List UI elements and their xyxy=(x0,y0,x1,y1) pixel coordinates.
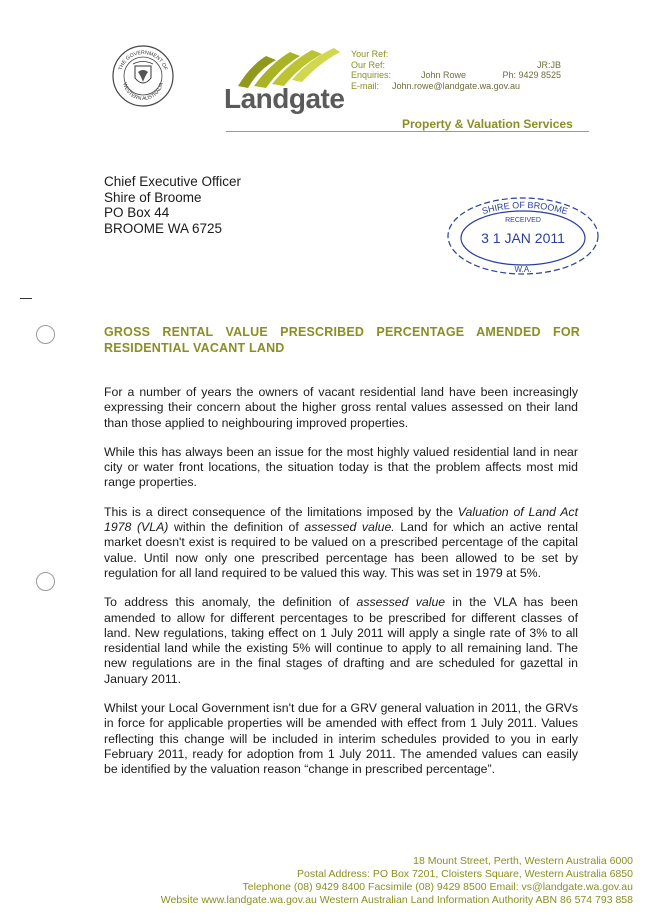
paragraph-text: To address this anomaly, the definition of xyxy=(104,595,357,610)
paragraph-text: Land for which an active rental market doesn't exist is required to be valued on a prescribed percentage of the capital value. Until now only one prescribed percentage has been allowed to be set by regulation for all land required to be valued this way. This was set in 1979 at 5%. xyxy=(104,520,578,580)
landgate-swoosh-logo xyxy=(236,46,342,88)
ref-row xyxy=(351,60,561,71)
italic-term: assessed value. xyxy=(304,520,395,535)
address-line: BROOME WA 6725 xyxy=(104,220,223,236)
stamp-state-text: W.A. xyxy=(514,265,532,274)
division-name: Property & Valuation Services xyxy=(402,117,573,131)
italic-term: Valuation of Land Act 1978 (VLA) xyxy=(104,504,579,535)
footer-line: Postal Address: PO Box 7201, Cloisters Square, Western Australia 6850 xyxy=(297,868,633,880)
ref-value xyxy=(421,60,491,71)
svg-text:THE GOVERNMENT OF: THE GOVERNMENT OF xyxy=(117,49,169,72)
address-line: Chief Executive Officer xyxy=(104,174,242,189)
footer-contact xyxy=(161,855,633,907)
stamp-received-text: RECEIVED xyxy=(505,217,541,224)
stamp-shire-text: SHIRE OF BROOME xyxy=(480,199,570,217)
ref-extra xyxy=(520,81,561,92)
reference-block xyxy=(351,49,561,91)
ref-row xyxy=(351,70,561,81)
paragraph-text: within the definition of xyxy=(168,520,305,535)
header-divider xyxy=(226,131,589,132)
ref-row xyxy=(351,81,561,92)
paragraph-text: in the VLA has been amended to allow for different percentages to be prescribed for different classes of land. New regulations, taking effect on 1 July 2011 will apply a single rate of 3% to all residential land while the existing 5% will continue to apply to all remaining land. The new regulations are in the final stages of drafting and are scheduled for gazettal in January 2011. xyxy=(104,595,578,686)
fold-mark xyxy=(20,298,32,299)
ref-row xyxy=(351,49,561,60)
received-stamp xyxy=(445,192,601,278)
paragraph-text: While this has always been an issue for the most highly valued residential land in near city or water front locations, the situation today is that the problem affects most mid range properties. xyxy=(104,444,578,490)
ref-value: John Rowe xyxy=(421,70,467,80)
brand-name: Landgate xyxy=(224,83,345,114)
hole-punch xyxy=(36,572,55,591)
ref-label: Our Ref: xyxy=(351,59,386,70)
ref-extra xyxy=(491,49,561,60)
ref-value xyxy=(421,49,491,60)
ref-label: Enquiries: xyxy=(351,70,392,80)
ref-extra: Ph: 9429 8525 xyxy=(502,70,561,80)
footer-line: Telephone (08) 9429 8400 Facsimile (08) 9429 8500 Email: vs@landgate.wa.gov.au xyxy=(242,881,633,893)
footer-line: 18 Mount Street, Perth, Western Australia 6000 xyxy=(413,855,633,867)
ref-email: John.rowe@landgate.wa.gov.au xyxy=(391,80,521,91)
svg-text:WESTERN AUSTRALIA: WESTERN AUSTRALIA xyxy=(121,82,165,103)
ref-label: Your Ref: xyxy=(351,49,389,59)
italic-term: assessed value xyxy=(356,595,446,610)
footer-line: Website www.landgate.wa.gov.au Western Australian Land Information Authority ABN 86 574 793 858 xyxy=(160,894,633,906)
paragraph-text: For a number of years the owners of vacant residential land have been increasingly expressing their concern about the higher gross rental values assessed on their land than those applied to neighbouring improved properties. xyxy=(104,385,578,430)
body-paragraph xyxy=(104,701,578,777)
body-paragraph xyxy=(104,505,578,581)
body-paragraph xyxy=(104,445,578,491)
paragraph-text: Whilst your Local Government isn't due for a GRV general valuation in 2011, the GRVs in force for applicable properties will be amended with effect from 1 July 2011. Values reflecting this change will be included in interim schedules provided to you in early February 2011, ready for adoption from 1 July 2011. The amended values can easily be identified by the valuation reason “change in prescribed percentage”. xyxy=(104,701,578,777)
stamp-date: 3 1 JAN 2011 xyxy=(481,230,565,246)
paragraph-text: This is a direct consequence of the limitations imposed by the xyxy=(104,504,458,519)
government-seal-logo xyxy=(111,44,175,108)
recipient-address xyxy=(104,174,241,236)
body-paragraph xyxy=(104,385,578,431)
ref-label: E-mail: xyxy=(351,80,380,91)
address-line: PO Box 44 xyxy=(104,205,170,220)
hole-punch xyxy=(36,325,55,344)
letter-heading: GROSS RENTAL VALUE PRESCRIBED PERCENTAGE AMENDED FOR RESIDENTIAL VACANT LAND xyxy=(104,325,580,355)
letter-body xyxy=(104,385,578,778)
ref-extra: JR:JB xyxy=(536,59,561,70)
body-paragraph xyxy=(104,595,578,687)
address-line: Shire of Broome xyxy=(104,189,202,205)
